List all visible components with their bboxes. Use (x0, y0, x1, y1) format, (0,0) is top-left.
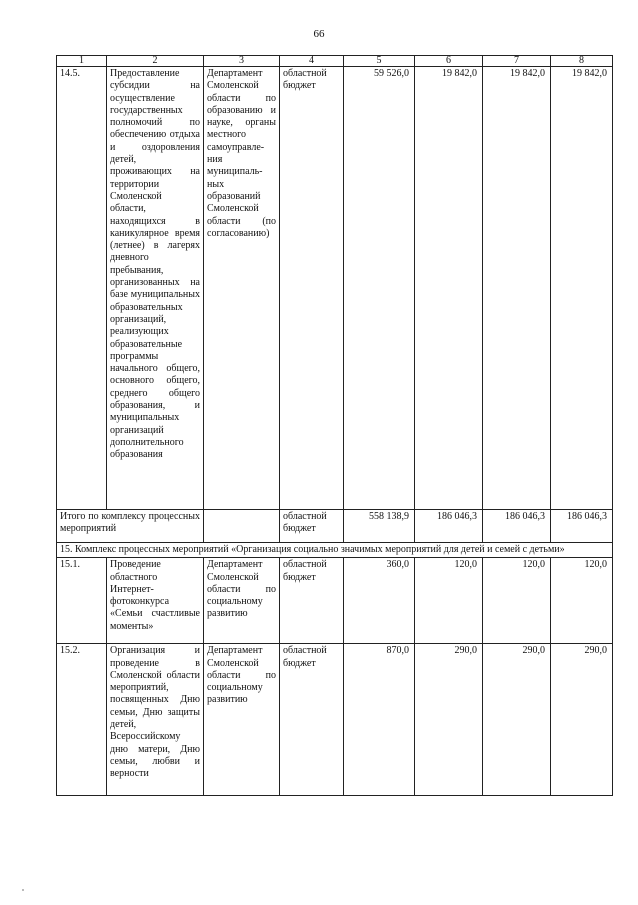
year-1-amount: 120,0 (415, 558, 483, 644)
item-name: Предоставление субсидии на осуществление государственных полномочий по обеспечению отдыха и оздоровления детей, проживающих на территории Смоленской области, находящихся в каникулярное время (летнее) в лагерях дневного пребывания, организованных на базе муниципальных образовательных организаций, реализующих образовательные программы начального общего, основного общего, среднего общего образования, и муниципальных организаций дополнительного образования (107, 67, 204, 510)
column-number: 3 (204, 56, 280, 67)
year-3-amount: 19 842,0 (551, 67, 613, 510)
year-2-amount: 19 842,0 (483, 67, 551, 510)
year-3-amount: 120,0 (551, 558, 613, 644)
table-row (57, 67, 613, 510)
year-2-amount: 186 046,3 (483, 510, 551, 543)
column-number: 6 (415, 56, 483, 67)
item-executor: Департамент Смоленской области по социальному развитию (204, 558, 280, 644)
year-3-amount: 186 046,3 (551, 510, 613, 543)
budget-table (56, 55, 613, 796)
item-name: Проведение областного Интернет-фотоконкурса «Семьи счастливые моменты» (107, 558, 204, 644)
total-amount: 558 138,9 (344, 510, 415, 543)
funding-source: областной бюджет (280, 510, 344, 543)
item-name: Организация и проведение в Смоленской области мероприятий, посвященных Дню семьи, Дню защиты детей, Всероссийскому дню матери, Дню семьи, любви и верности (107, 644, 204, 796)
year-1-amount: 186 046,3 (415, 510, 483, 543)
column-number: 8 (551, 56, 613, 67)
column-number: 7 (483, 56, 551, 67)
total-executor (204, 510, 280, 543)
column-number: 5 (344, 56, 415, 67)
section-title: 15. Комплекс процессных мероприятий «Организация социально значимых мероприятий для детей и семей с детьми» (57, 543, 613, 558)
column-number-row (57, 56, 613, 67)
total-row (57, 510, 613, 543)
column-number: 4 (280, 56, 344, 67)
item-number: 15.1. (57, 558, 107, 644)
page-number: 66 (313, 28, 325, 40)
table-row (57, 644, 613, 796)
total-amount: 59 526,0 (344, 67, 415, 510)
funding-source: областной бюджет (280, 558, 344, 644)
year-3-amount: 290,0 (551, 644, 613, 796)
table-row (57, 558, 613, 644)
year-2-amount: 120,0 (483, 558, 551, 644)
year-1-amount: 290,0 (415, 644, 483, 796)
year-1-amount: 19 842,0 (415, 67, 483, 510)
total-amount: 870,0 (344, 644, 415, 796)
item-number: 14.5. (57, 67, 107, 510)
item-number: 15.2. (57, 644, 107, 796)
funding-source: областной бюджет (280, 67, 344, 510)
section-row (57, 543, 613, 558)
funding-source: областной бюджет (280, 644, 344, 796)
total-label: Итого по комплексу процессных мероприятий (57, 510, 204, 543)
column-number: 1 (57, 56, 107, 67)
total-amount: 360,0 (344, 558, 415, 644)
year-2-amount: 290,0 (483, 644, 551, 796)
scan-speck (22, 889, 24, 891)
column-number: 2 (107, 56, 204, 67)
item-executor: Департамент Смоленской области по образованию и науке, органы местного самоуправления муниципальных образований Смоленской области (по согласованию) (204, 67, 280, 510)
item-executor: Департамент Смоленской области по социальному развитию (204, 644, 280, 796)
